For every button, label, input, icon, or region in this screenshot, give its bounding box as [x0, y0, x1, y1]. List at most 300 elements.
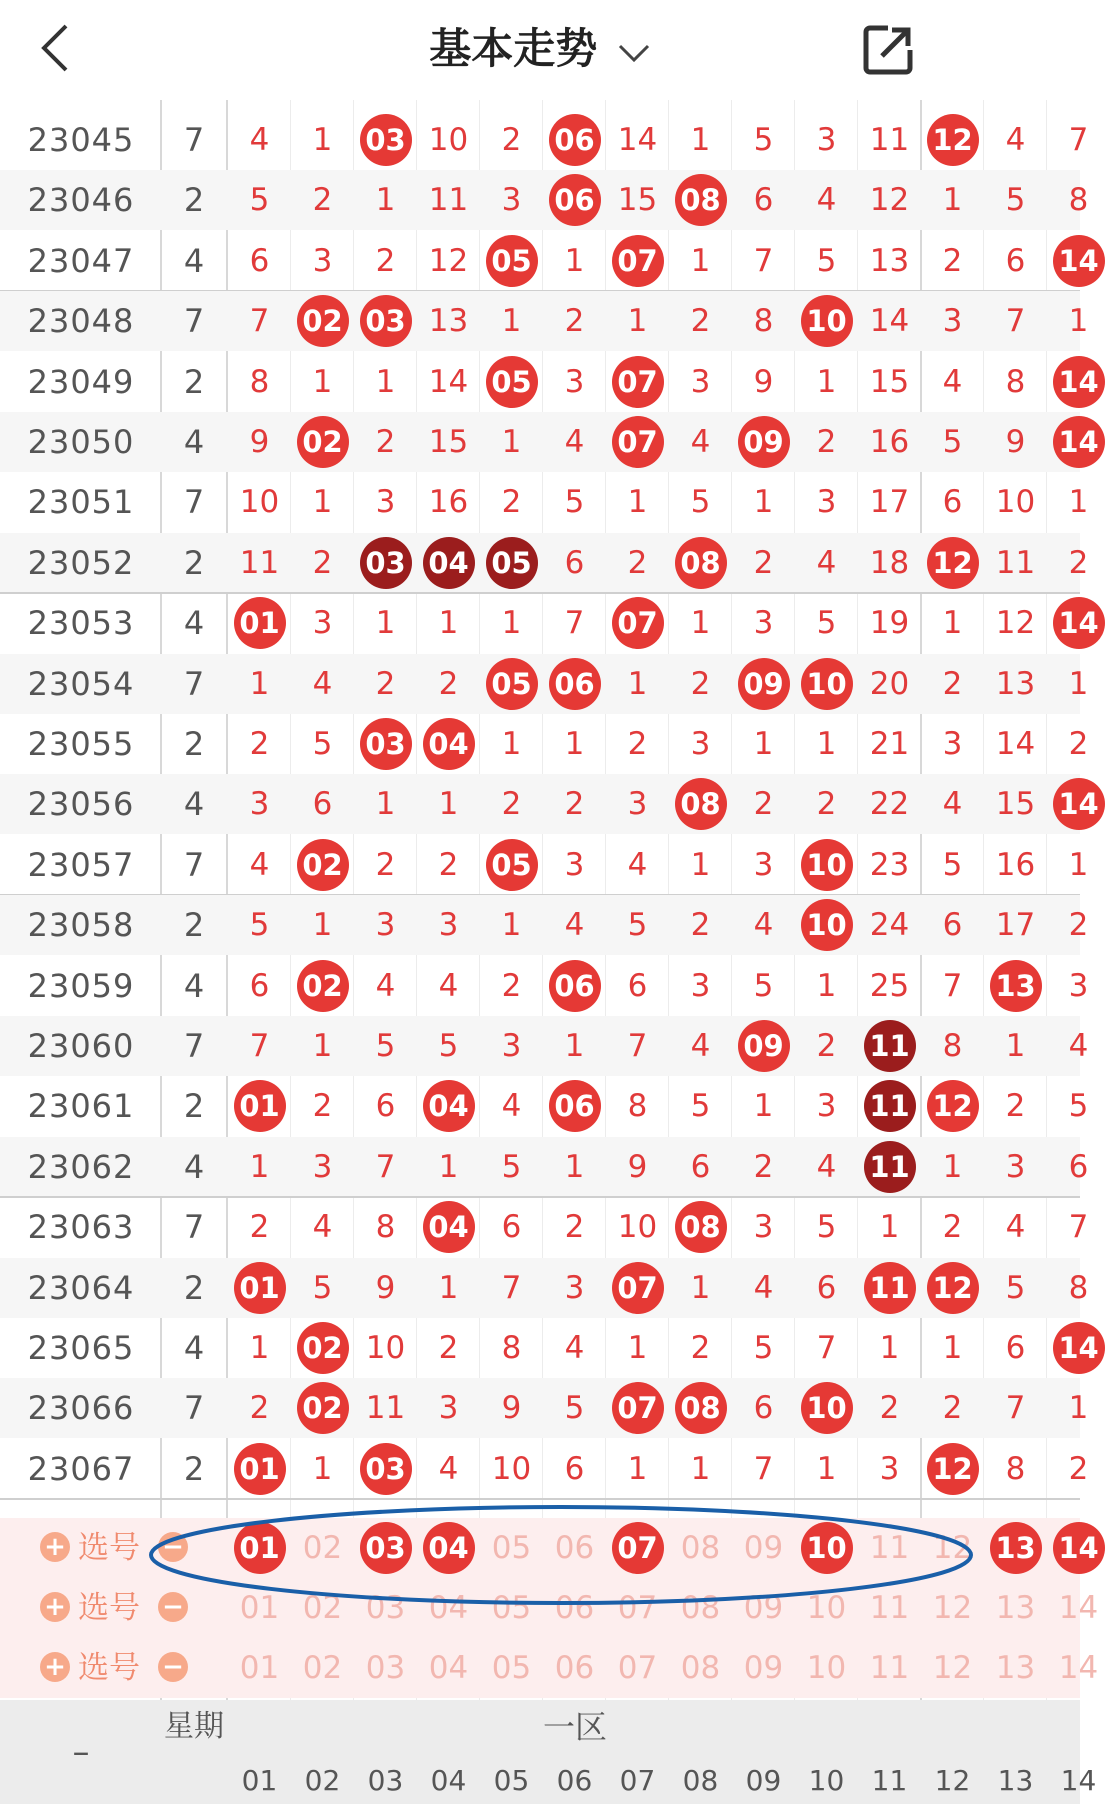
- plus-icon[interactable]: +: [40, 1652, 70, 1682]
- ball-number: 03: [360, 718, 412, 770]
- select-number[interactable]: 11: [869, 1650, 910, 1686]
- table-row: [0, 835, 1089, 895]
- miss-count: 3: [312, 605, 333, 642]
- miss-count: 3: [753, 846, 774, 883]
- miss-count: 23: [869, 846, 910, 883]
- drawn-ball: [858, 1137, 921, 1197]
- miss-count: 5: [501, 1148, 522, 1185]
- miss-count: 9: [1005, 424, 1026, 460]
- miss-count: 2: [942, 1390, 963, 1427]
- drawn-ball: [543, 170, 606, 230]
- drawn-ball: [606, 412, 669, 472]
- miss-count: 1: [816, 1450, 837, 1487]
- miss-count: 4: [312, 665, 333, 702]
- drawn-ball: [1047, 352, 1110, 412]
- issue-number: 23051: [27, 483, 135, 522]
- ball-number: 06: [549, 174, 601, 226]
- drawn-ball: [921, 533, 984, 593]
- miss-count: 7: [942, 967, 963, 1004]
- select-number[interactable]: 06: [554, 1530, 595, 1566]
- drawn-ball: [669, 533, 732, 593]
- miss-count: 3: [438, 907, 459, 944]
- miss-count: 6: [249, 242, 270, 279]
- ball-number: 04: [423, 1080, 475, 1132]
- miss-count: 2: [753, 786, 774, 823]
- select-number[interactable]: 07: [617, 1590, 658, 1626]
- select-number[interactable]: 03: [365, 1650, 406, 1686]
- miss-count: 4: [753, 1269, 774, 1306]
- ball-number: 05: [486, 658, 538, 710]
- miss-count: 5: [690, 1088, 711, 1125]
- miss-count: 12: [869, 182, 910, 219]
- ball-number: 08: [675, 778, 727, 830]
- miss-count: 5: [312, 726, 333, 762]
- miss-count: 3: [1005, 1148, 1026, 1185]
- week-day: 4: [183, 241, 205, 280]
- ball-number: 04: [423, 537, 475, 589]
- ball-number: 02: [297, 960, 349, 1012]
- week-day: 2: [183, 181, 205, 220]
- select-number[interactable]: 14: [1058, 1590, 1099, 1626]
- select-number[interactable]: 05: [491, 1590, 532, 1626]
- select-number[interactable]: 11: [869, 1590, 910, 1626]
- miss-count: 3: [249, 786, 270, 823]
- select-number[interactable]: 01: [239, 1650, 280, 1686]
- select-number[interactable]: 02: [302, 1590, 343, 1626]
- miss-count: 2: [1068, 726, 1089, 762]
- ball-number: 13: [990, 960, 1042, 1012]
- week-day: 7: [183, 1027, 205, 1065]
- miss-count: 2: [690, 303, 711, 340]
- footer-dash: –: [72, 1732, 90, 1772]
- ball-number: 06: [549, 658, 601, 710]
- ball-number: 07: [612, 597, 664, 649]
- ball-number: 12: [927, 1262, 979, 1314]
- ball-number: 06: [549, 114, 601, 166]
- select-number[interactable]: 06: [554, 1590, 595, 1626]
- minus-icon[interactable]: −: [158, 1592, 188, 1622]
- select-number[interactable]: 08: [680, 1650, 721, 1686]
- chevron-down-icon: [607, 36, 651, 71]
- miss-count: 16: [428, 484, 469, 521]
- select-number[interactable]: 03: [365, 1590, 406, 1626]
- miss-count: 7: [627, 1028, 648, 1064]
- app-header: [0, 0, 1080, 100]
- miss-count: 8: [501, 1330, 522, 1366]
- table-row: [0, 654, 1089, 714]
- selected-ball: 01: [234, 1522, 286, 1574]
- miss-count: 1: [942, 605, 963, 642]
- week-day: 2: [183, 1268, 205, 1307]
- miss-count: 1: [501, 726, 522, 762]
- drawn-ball: [669, 170, 732, 230]
- column-header: 02: [304, 1764, 341, 1797]
- miss-count: 2: [690, 665, 711, 702]
- ball-number: 12: [927, 114, 979, 166]
- drawn-ball: [543, 1076, 606, 1136]
- miss-count: 9: [627, 1148, 648, 1185]
- issue-number: 23065: [27, 1329, 135, 1367]
- column-header: 04: [430, 1764, 467, 1797]
- drawn-ball: [417, 1076, 480, 1136]
- select-number[interactable]: 06: [554, 1650, 595, 1686]
- miss-count: 15: [617, 182, 658, 219]
- ball-number: 12: [927, 1080, 979, 1132]
- select-number[interactable]: 07: [617, 1650, 658, 1686]
- miss-count: 2: [1068, 907, 1089, 944]
- drawn-ball: [921, 1076, 984, 1136]
- column-header: 11: [871, 1764, 908, 1797]
- select-number[interactable]: 09: [743, 1590, 784, 1626]
- drawn-ball: [732, 1016, 795, 1076]
- miss-count: 1: [375, 363, 396, 400]
- miss-count: 6: [249, 967, 270, 1004]
- select-number[interactable]: 10: [806, 1590, 847, 1626]
- miss-count: 1: [249, 665, 270, 702]
- miss-count: 4: [1005, 122, 1026, 158]
- miss-count: 2: [375, 424, 396, 460]
- miss-count: 1: [438, 786, 459, 823]
- issue-number: 23059: [27, 966, 135, 1005]
- miss-count: 8: [627, 1088, 648, 1125]
- week-day: 7: [183, 302, 205, 341]
- miss-count: 10: [617, 1209, 658, 1246]
- miss-count: 5: [690, 484, 711, 521]
- select-number[interactable]: 04: [428, 1590, 469, 1626]
- column-header: 13: [997, 1764, 1034, 1797]
- ball-number: 10: [801, 658, 853, 710]
- table-row: [0, 714, 1089, 774]
- selected-ball: 13: [990, 1522, 1042, 1574]
- week-day: 4: [183, 423, 205, 461]
- miss-count: 3: [690, 363, 711, 400]
- column-header: 12: [934, 1764, 971, 1797]
- miss-count: 3: [690, 967, 711, 1004]
- select-number[interactable]: [984, 1518, 1047, 1578]
- select-label[interactable]: 选号: [78, 1590, 140, 1626]
- miss-count: 8: [753, 303, 774, 340]
- drawn-ball: [543, 654, 606, 714]
- miss-count: 1: [312, 484, 333, 521]
- miss-count: 5: [1005, 1269, 1026, 1306]
- plus-icon[interactable]: +: [40, 1592, 70, 1622]
- miss-count: 2: [438, 1330, 459, 1366]
- week-day: 2: [183, 362, 205, 401]
- select-number[interactable]: 11: [869, 1530, 910, 1566]
- drawn-ball: [291, 291, 354, 351]
- miss-count: 2: [312, 182, 333, 219]
- miss-count: 1: [564, 726, 585, 762]
- miss-count: 2: [753, 544, 774, 581]
- table-row: [0, 1439, 1089, 1499]
- miss-count: 3: [312, 1148, 333, 1185]
- miss-count: 1: [438, 1269, 459, 1306]
- miss-count: 6: [627, 967, 648, 1004]
- miss-count: 6: [942, 484, 963, 521]
- miss-count: 1: [1068, 484, 1089, 521]
- miss-count: 2: [942, 1209, 963, 1246]
- drawn-ball: [669, 1197, 732, 1257]
- table-row: [0, 1137, 1089, 1197]
- select-number[interactable]: [795, 1518, 858, 1578]
- miss-count: 4: [690, 424, 711, 460]
- week-day: 7: [183, 845, 205, 884]
- issue-number: 23066: [27, 1389, 135, 1428]
- select-label[interactable]: 选号: [78, 1650, 140, 1686]
- miss-count: 4: [816, 544, 837, 581]
- miss-count: 4: [564, 907, 585, 944]
- ball-number: 03: [360, 537, 412, 589]
- drawn-ball: [543, 110, 606, 170]
- miss-count: 5: [438, 1028, 459, 1064]
- miss-count: 5: [249, 182, 270, 219]
- issue-number: 23053: [27, 604, 135, 643]
- minus-icon[interactable]: −: [158, 1652, 188, 1682]
- table-row: [0, 231, 1099, 291]
- ball-number: 02: [297, 839, 349, 891]
- drawn-ball: [921, 1439, 984, 1499]
- drawn-ball: [291, 1378, 354, 1438]
- issue-number: 23049: [27, 362, 135, 401]
- miss-count: 5: [312, 1269, 333, 1306]
- miss-count: 1: [501, 303, 522, 340]
- miss-count: 20: [869, 665, 910, 702]
- miss-count: 2: [249, 1209, 270, 1246]
- miss-count: 1: [879, 1209, 900, 1246]
- miss-count: 9: [501, 1390, 522, 1427]
- miss-count: 22: [869, 786, 910, 823]
- select-label[interactable]: 选号: [78, 1530, 140, 1566]
- miss-count: 4: [438, 967, 459, 1004]
- miss-count: 3: [375, 907, 396, 944]
- ball-number: 14: [1053, 235, 1105, 287]
- miss-count: 21: [869, 726, 910, 762]
- miss-count: 1: [753, 726, 774, 762]
- miss-count: 11: [239, 544, 280, 581]
- column-header: 07: [619, 1764, 656, 1797]
- issue-number: 23056: [27, 785, 135, 824]
- issue-number: 23046: [27, 181, 135, 220]
- select-number[interactable]: [1047, 1518, 1110, 1578]
- drawn-ball: [480, 835, 543, 895]
- select-number[interactable]: 12: [932, 1590, 973, 1626]
- select-number[interactable]: 08: [680, 1530, 721, 1566]
- week-day: 4: [183, 604, 205, 643]
- select-number[interactable]: 12: [932, 1650, 973, 1686]
- miss-count: 10: [365, 1330, 406, 1366]
- select-number[interactable]: 05: [491, 1650, 532, 1686]
- miss-count: 4: [942, 363, 963, 400]
- miss-count: 1: [312, 122, 333, 158]
- drawn-ball: [291, 835, 354, 895]
- drawn-ball: [921, 1258, 984, 1318]
- miss-count: 1: [312, 1028, 333, 1064]
- selected-ball: 10: [801, 1522, 853, 1574]
- column-header: 06: [556, 1764, 593, 1797]
- select-number[interactable]: 13: [995, 1650, 1036, 1686]
- select-number[interactable]: 10: [806, 1650, 847, 1686]
- miss-count: 17: [995, 907, 1036, 944]
- miss-count: 1: [816, 967, 837, 1004]
- column-header: 14: [1060, 1764, 1097, 1797]
- table-row: [0, 956, 1089, 1016]
- minus-icon[interactable]: −: [158, 1532, 188, 1562]
- week-day: 7: [183, 1389, 205, 1428]
- miss-count: 4: [816, 1148, 837, 1185]
- ball-number: 10: [801, 295, 853, 347]
- drawn-ball: [858, 1016, 921, 1076]
- drawn-ball: [417, 1197, 480, 1257]
- miss-count: 5: [942, 846, 963, 883]
- miss-count: 2: [375, 846, 396, 883]
- miss-count: 2: [375, 665, 396, 702]
- column-header: 09: [745, 1764, 782, 1797]
- ball-number: 09: [738, 658, 790, 710]
- miss-count: 1: [1068, 846, 1089, 883]
- select-row: [0, 1518, 1099, 1578]
- miss-count: 1: [690, 122, 711, 158]
- miss-count: 7: [1068, 1209, 1089, 1246]
- issue-number: 23055: [27, 725, 135, 763]
- miss-count: 7: [1068, 122, 1089, 158]
- ball-number: 09: [738, 1020, 790, 1072]
- miss-count: 3: [816, 1088, 837, 1125]
- miss-count: 11: [869, 122, 910, 158]
- miss-count: 6: [753, 182, 774, 219]
- miss-count: 4: [501, 1088, 522, 1125]
- miss-count: 2: [249, 726, 270, 762]
- miss-count: 13: [869, 242, 910, 279]
- select-number[interactable]: [354, 1518, 417, 1578]
- issue-number: 23058: [27, 906, 135, 945]
- miss-count: 1: [627, 303, 648, 340]
- miss-count: 14: [869, 303, 910, 340]
- select-number[interactable]: 08: [680, 1590, 721, 1626]
- miss-count: 7: [564, 605, 585, 642]
- miss-count: 8: [375, 1209, 396, 1246]
- miss-count: 4: [627, 846, 648, 883]
- miss-count: 3: [690, 726, 711, 762]
- ball-number: 07: [612, 1262, 664, 1314]
- miss-count: 1: [690, 1450, 711, 1487]
- week-day: 2: [183, 906, 205, 945]
- drawn-ball: [669, 1378, 732, 1438]
- week-day: 4: [183, 966, 205, 1005]
- miss-count: 2: [690, 907, 711, 944]
- ball-number: 04: [423, 718, 475, 770]
- select-number[interactable]: 05: [491, 1530, 532, 1566]
- miss-count: 3: [501, 1028, 522, 1064]
- miss-count: 24: [869, 907, 910, 944]
- ball-number: 11: [864, 1262, 916, 1314]
- miss-count: 1: [627, 1450, 648, 1487]
- drawn-ball: [1047, 412, 1110, 472]
- miss-count: 1: [690, 1269, 711, 1306]
- select-number[interactable]: [228, 1518, 291, 1578]
- ball-number: 02: [297, 416, 349, 468]
- miss-count: 8: [942, 1028, 963, 1064]
- select-number[interactable]: 14: [1058, 1650, 1099, 1686]
- miss-count: 1: [438, 1148, 459, 1185]
- miss-count: 7: [816, 1330, 837, 1366]
- issue-number: 23063: [27, 1208, 135, 1247]
- miss-count: 2: [438, 665, 459, 702]
- select-number[interactable]: [606, 1518, 669, 1578]
- drawn-ball: [606, 352, 669, 412]
- table-row: [0, 472, 1089, 532]
- drawn-ball: [291, 1318, 354, 1378]
- miss-count: 14: [428, 363, 469, 400]
- drawn-ball: [795, 1378, 858, 1438]
- ball-number: 02: [297, 295, 349, 347]
- drawn-ball: [480, 533, 543, 593]
- miss-count: 8: [1068, 1269, 1089, 1306]
- miss-count: 3: [564, 363, 585, 400]
- table-row: [0, 533, 1089, 593]
- miss-count: 1: [942, 1330, 963, 1366]
- ball-number: 14: [1053, 416, 1105, 468]
- miss-count: 1: [312, 907, 333, 944]
- miss-count: 4: [1068, 1028, 1089, 1064]
- miss-count: 1: [501, 605, 522, 642]
- miss-count: 5: [1005, 182, 1026, 219]
- page-title[interactable]: [0, 14, 1080, 89]
- selected-ball: 07: [612, 1522, 664, 1574]
- select-number[interactable]: 04: [428, 1650, 469, 1686]
- miss-count: 4: [438, 1450, 459, 1487]
- select-number[interactable]: 09: [743, 1530, 784, 1566]
- group-separator: [0, 1498, 1080, 1500]
- miss-count: 2: [375, 242, 396, 279]
- select-row: [0, 1638, 1099, 1698]
- drawn-ball: [1047, 231, 1110, 291]
- select-number[interactable]: 01: [239, 1590, 280, 1626]
- drawn-ball: [606, 1258, 669, 1318]
- miss-count: 3: [501, 182, 522, 219]
- plus-icon[interactable]: +: [40, 1532, 70, 1562]
- miss-count: 6: [1005, 1330, 1026, 1366]
- miss-count: 7: [375, 1148, 396, 1185]
- select-number[interactable]: 12: [932, 1530, 973, 1566]
- drawn-ball: [1047, 774, 1110, 834]
- drawn-ball: [228, 1076, 291, 1136]
- miss-count: 1: [564, 1028, 585, 1064]
- ball-number: 11: [864, 1020, 916, 1072]
- select-number[interactable]: 02: [302, 1650, 343, 1686]
- select-row: [0, 1578, 1099, 1638]
- select-number[interactable]: 13: [995, 1590, 1036, 1626]
- share-icon[interactable]: [858, 20, 918, 80]
- miss-count: 2: [816, 424, 837, 460]
- drawn-ball: [480, 231, 543, 291]
- miss-count: 2: [879, 1390, 900, 1427]
- miss-count: 1: [249, 1330, 270, 1366]
- week-day: 7: [183, 664, 205, 703]
- issue-number: 23067: [27, 1449, 135, 1488]
- select-number[interactable]: 09: [743, 1650, 784, 1686]
- miss-count: 7: [1005, 303, 1026, 340]
- select-number[interactable]: [417, 1518, 480, 1578]
- miss-count: 2: [249, 1390, 270, 1427]
- week-day: 7: [183, 483, 205, 522]
- ball-number: 08: [675, 537, 727, 589]
- miss-count: 1: [375, 786, 396, 823]
- select-number[interactable]: 02: [302, 1530, 343, 1566]
- miss-count: 2: [627, 544, 648, 581]
- miss-count: 3: [438, 1390, 459, 1427]
- column-header: 01: [241, 1764, 278, 1797]
- drawn-ball: [984, 956, 1047, 1016]
